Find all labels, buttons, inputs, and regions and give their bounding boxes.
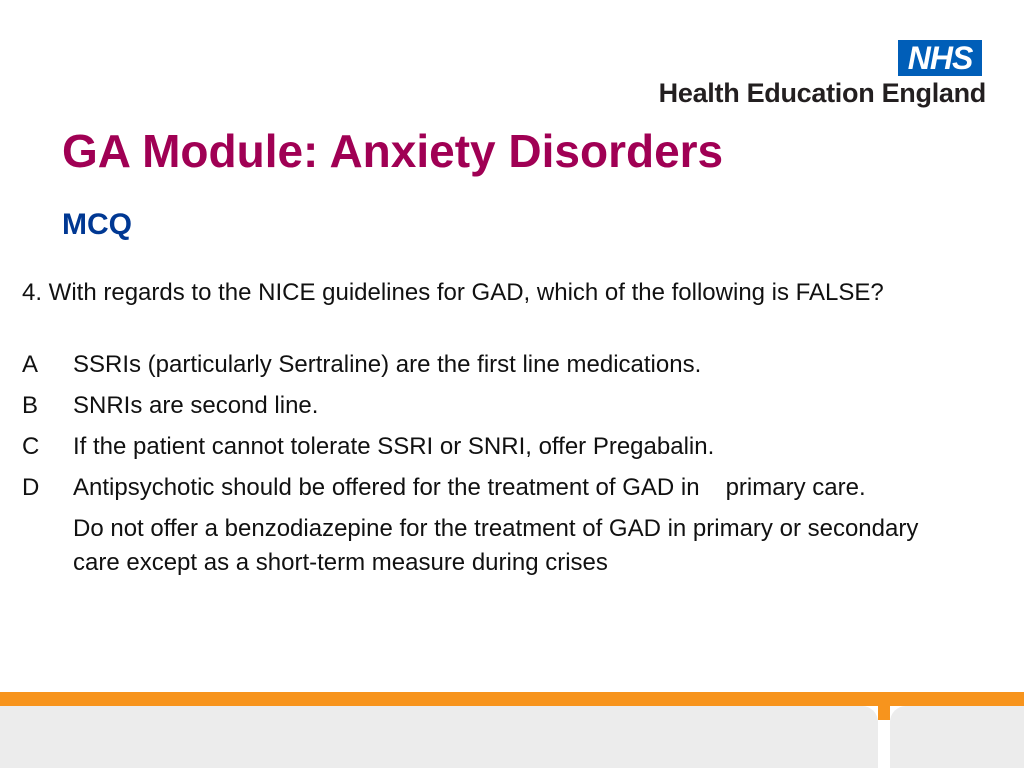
option-text: SSRIs (particularly Sertraline) are the first line medications. — [73, 351, 702, 378]
option-text: If the patient cannot tolerate SSRI or SNRI, offer Pregabalin. — [73, 433, 715, 460]
option-letter: D — [22, 474, 40, 501]
option-letter: B — [22, 392, 39, 419]
option-e — [22, 512, 962, 580]
nhs-logo-badge: NHS — [898, 40, 982, 76]
option-d — [22, 471, 962, 505]
option-c — [22, 430, 962, 464]
question-text: 4. With regards to the NICE guidelines for GAD, which of the following is FALSE? — [22, 279, 884, 306]
slide-title: GA Module: Anxiety Disorders — [62, 125, 724, 177]
option-letter: A — [22, 351, 39, 378]
option-b — [22, 389, 962, 423]
slide-subtitle: MCQ — [62, 208, 132, 241]
option-letter: C — [22, 433, 40, 460]
option-text: SNRIs are second line. — [73, 392, 319, 419]
answer-options — [22, 348, 962, 580]
option-letter — [22, 512, 73, 546]
hee-logo — [636, 38, 986, 114]
footer-notch — [878, 706, 890, 720]
footer-panel-right — [890, 706, 1024, 768]
option-text: Do not offer a benzodiazepine for the treatment of GAD in primary or secondary care except as a short-term measure during crises — [73, 515, 919, 576]
option-text-part-1: Antipsychotic should be offered for the treatment of GAD in — [73, 474, 700, 501]
option-a — [22, 348, 962, 382]
footer-accent-band — [0, 692, 1024, 706]
footer-panel-left — [0, 706, 878, 768]
slide-body — [22, 276, 962, 587]
org-name: Health Education England — [658, 78, 986, 108]
option-text-part-2: primary care. — [725, 474, 866, 501]
